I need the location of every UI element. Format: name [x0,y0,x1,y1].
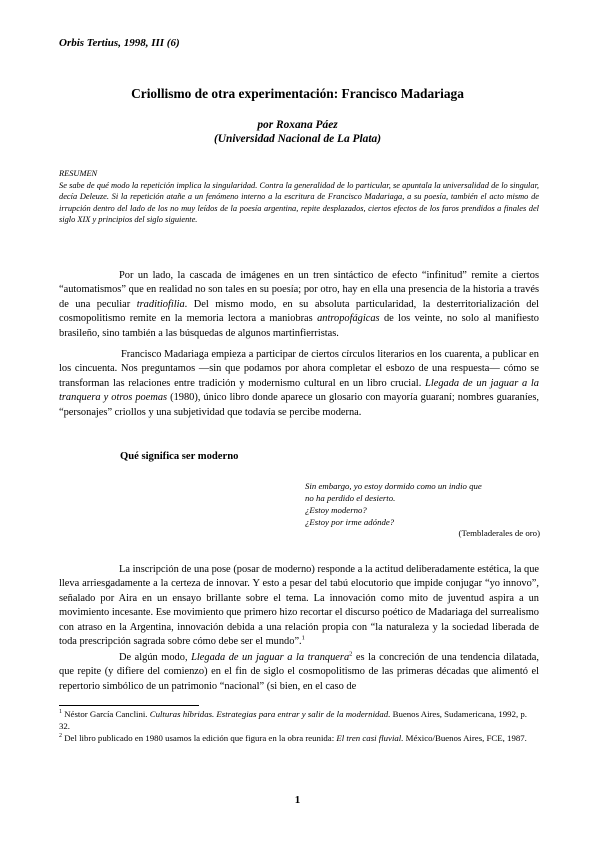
text-run: La inscripción de una pose (posar de moderno) responde a la actitud deliberadamente estética, la que lleva arriesgadamente a la certeza de innovar. Y esto a pesar del tabú elocutorio que impide conjugar “yo innovo”, señalado por Aira en un ensayo brillante sobre el tema. La innovación como mito de juventud aspira a un movimiento incesante. Ese movimiento que primero hizo recortar el discurso poético de Madariaga del surrealismo con atraso en la Argentina, innovación debida a una relación propia con “la naturaleza y la sociedad liberada de toda prescripción sagrada sobre cómo debe ser el mundo”. [59,564,539,648]
epigraph-source: (Tembladerales de oro) [458,528,540,538]
text-run: Llegada de un jaguar a la tranquera [191,652,350,663]
abstract [59,168,539,226]
body-paragraph [59,269,539,341]
text-run: Francisco Madariaga empieza a participar de ciertos círculos literarios en los cuarenta, a publicar en los cincuenta. Nos preguntamos —sin que podamos por ahora completar el esbozo de una respuesta— cómo se transforman las relaciones entre tradición y modernismo cultural en un libro crucial. [59,349,539,389]
text-run: es la concreción de una tendencia dilatada, que repite (y difiere del comienzo) en el fin de siglo el cosmopolitismo de las primeras décadas que alimentó el repertorio simbólico de un patrimonio “nacional” (si bien, en el caso de [59,652,539,692]
section-heading: Qué significa ser moderno [120,451,239,462]
epigraph-line: no ha perdido el desierto. [305,493,396,503]
running-head: Orbis Tertius, 1998, III (6) [59,37,180,49]
text-run: antropofágicas [317,313,380,325]
footnote-ref[interactable]: 2 [349,650,353,658]
epigraph [305,480,540,528]
text-run: Buenos Aires, Sudamericana, 1992, p. 32. [59,709,527,731]
footnote-number: 1 [59,709,62,716]
abstract-label: RESUMEN [59,169,98,178]
text-run: El tren casi fluvial. [336,733,404,743]
footnote [59,709,539,732]
epigraph-line: ¿Estoy por irme adónde? [305,517,395,527]
text-run: Por un lado, la cascada de imágenes en un tren sintáctico de efecto “infinitud” remite a ciertos “automatismos” que en realidad no son tales en su poesía; por otro, hay en ella una presencia de la historia a través de una peculiar [59,270,539,310]
affiliation: (Universidad Nacional de La Plata) [213,133,382,145]
text-run: México/Buenos Aires, FCE, 1987. [403,733,527,743]
epigraph-line: ¿Estoy moderno? [305,505,367,515]
body-paragraph [59,348,539,420]
text-run: Llegada de un jaguar a la tranquera y otros poemas [59,377,540,404]
author: por Roxana Páez [257,119,338,131]
byline [0,118,595,146]
footnote [59,733,539,745]
text-run: traditiofilia [136,298,185,310]
text-run: Del libro publicado en 1980 usamos la edición que figura en la obra reunida: [64,733,337,743]
footnote-ref[interactable]: 1 [301,634,305,642]
text-run: (1980), único libro donde aparece un glosario con mayoría guaraní; nombres guaraníes, “personajes” criollos y una subjetividad que todavía se percibe moderna. [59,392,540,418]
page-number: 1 [294,794,301,806]
text-run: de los veinte, no solo al manifiesto brasileño, sino también a las búsquedas de algunos martinfierristas. [59,313,539,339]
text-run: Culturas híbridas. Estrategias para entrar y salir de la modernidad. [149,709,391,719]
abstract-text: Se sabe de qué modo la repetición implica la singularidad. Contra la generalidad de lo particular, se apuntala la universalidad de lo singular, decía Deleuze. Si la repetición atañe a un fenómeno interno a la escritura de Francisco Madariaga, a su poesía, también el acto mismo de irrupción dentro del lado de los no muy leídos de la poesía argentina, repite desplazados, ciertos efectos de los faros prendidos a finales del siglo XIX y principios del siglo siguiente. [59,180,539,224]
footnote-number: 2 [59,733,62,740]
body-paragraph [59,651,539,694]
body-paragraph [59,563,539,649]
text-run: . Del mismo modo, en su absoluta particularidad, la desterritorialización del cosmopolitismo remite en la memoria lectora a maniobras [59,298,539,325]
footnote-divider [59,705,199,706]
article-title: Criollismo de otra experimentación: Francisco Madariaga [131,86,464,101]
epigraph-line: Sin embargo, yo estoy dormido como un indio que [305,481,482,491]
text-run: Néstor García Canclini. [64,709,150,719]
text-run: De algún modo, [119,652,192,663]
